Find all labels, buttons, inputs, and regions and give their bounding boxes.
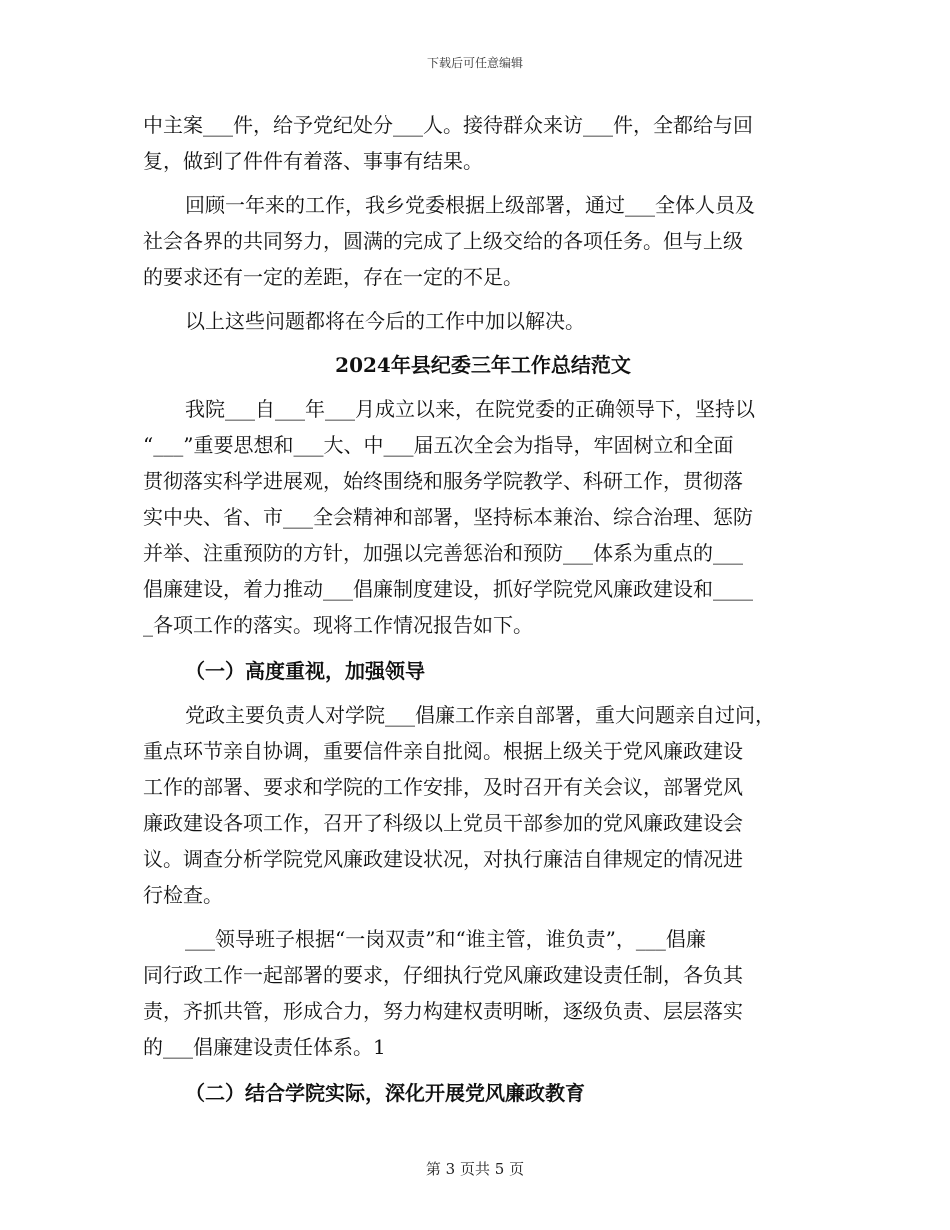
paragraph-line: 复，做到了件件有着落、事事有结果。 <box>143 149 483 173</box>
paragraph-line: 回顾一年来的工作，我乡党委根据上级部署，通过___全体人员及 <box>185 193 755 217</box>
paragraph-line: 行检查。 <box>143 883 223 907</box>
page-header: 下载后可任意编辑 <box>426 56 523 70</box>
paragraph-line: 重点环节亲自协调，重要信件亲自批阅。根据上级关于党风廉政建设 <box>143 739 743 763</box>
document-body <box>143 107 823 1111</box>
section-heading: （二）结合学院实际，深化开展党风廉政教育 <box>185 1081 585 1105</box>
document-title: 2024年县纪委三年工作总结范文 <box>335 353 631 377</box>
paragraph-line: 廉政建设各项工作，召开了科级以上党员干部参加的党风廉政建设会 <box>143 811 743 835</box>
page-footer: 第 3 页共 5 页 <box>425 1160 525 1178</box>
paragraph-line: 并举、注重预防的方针，加强以完善惩治和预防___体系为重点的___ <box>143 541 743 565</box>
paragraph-line: 实中央、省、市___全会精神和部署，坚持标本兼治、综合治理、惩防 <box>143 505 753 529</box>
paragraph-line: 倡廉建设，着力推动___倡廉制度建设，抓好学院党风廉政建设和____ <box>143 577 753 601</box>
paragraph-line: 贯彻落实科学进展观，始终围绕和服务学院教学、科研工作，贯彻落 <box>143 469 743 493</box>
paragraph-line: 责，齐抓共管，形成合力，努力构建权责明晰，逐级负责、层层落实 <box>143 999 743 1023</box>
paragraph-line: 工作的部署、要求和学院的工作安排，及时召开有关会议，部署党风 <box>143 775 743 799</box>
paragraph-line: 社会各界的共同努力，圆满的完成了上级交给的各项任务。但与上级 <box>143 229 743 253</box>
paragraph-line: 议。调查分析学院党风廉政建设状况，对执行廉洁自律规定的情况进 <box>143 847 743 871</box>
paragraph-line: 我院___自___年___月成立以来，在院党委的正确领导下，坚持以 <box>185 397 755 421</box>
paragraph-line: 以上这些问题都将在今后的工作中加以解决。 <box>185 309 585 333</box>
paragraph-line: 中主案___件，给予党纪处分___人。接待群众来访___件，全都给与回 <box>143 113 753 137</box>
paragraph-line: “___”重要思想和___大、中___届五次全会为指导，牢固树立和全面 <box>143 433 734 457</box>
paragraph-line: 同行政工作一起部署的要求，仔细执行党风廉政建设责任制，各负其 <box>143 963 743 987</box>
paragraph-line: _各项工作的落实。现将工作情况报告如下。 <box>143 613 533 637</box>
paragraph-line: 的要求还有一定的差距，存在一定的不足。 <box>143 265 523 289</box>
paragraph-line: ___领导班子根据“一岗双责”和“谁主管，谁负责”，___倡廉 <box>185 927 706 951</box>
section-heading: （一）高度重视，加强领导 <box>185 659 425 683</box>
paragraph-line: 的___倡廉建设责任体系。1 <box>143 1035 386 1059</box>
paragraph-line: 党政主要负责人对学院___倡廉工作亲自部署，重大问题亲自过问， <box>185 703 775 727</box>
